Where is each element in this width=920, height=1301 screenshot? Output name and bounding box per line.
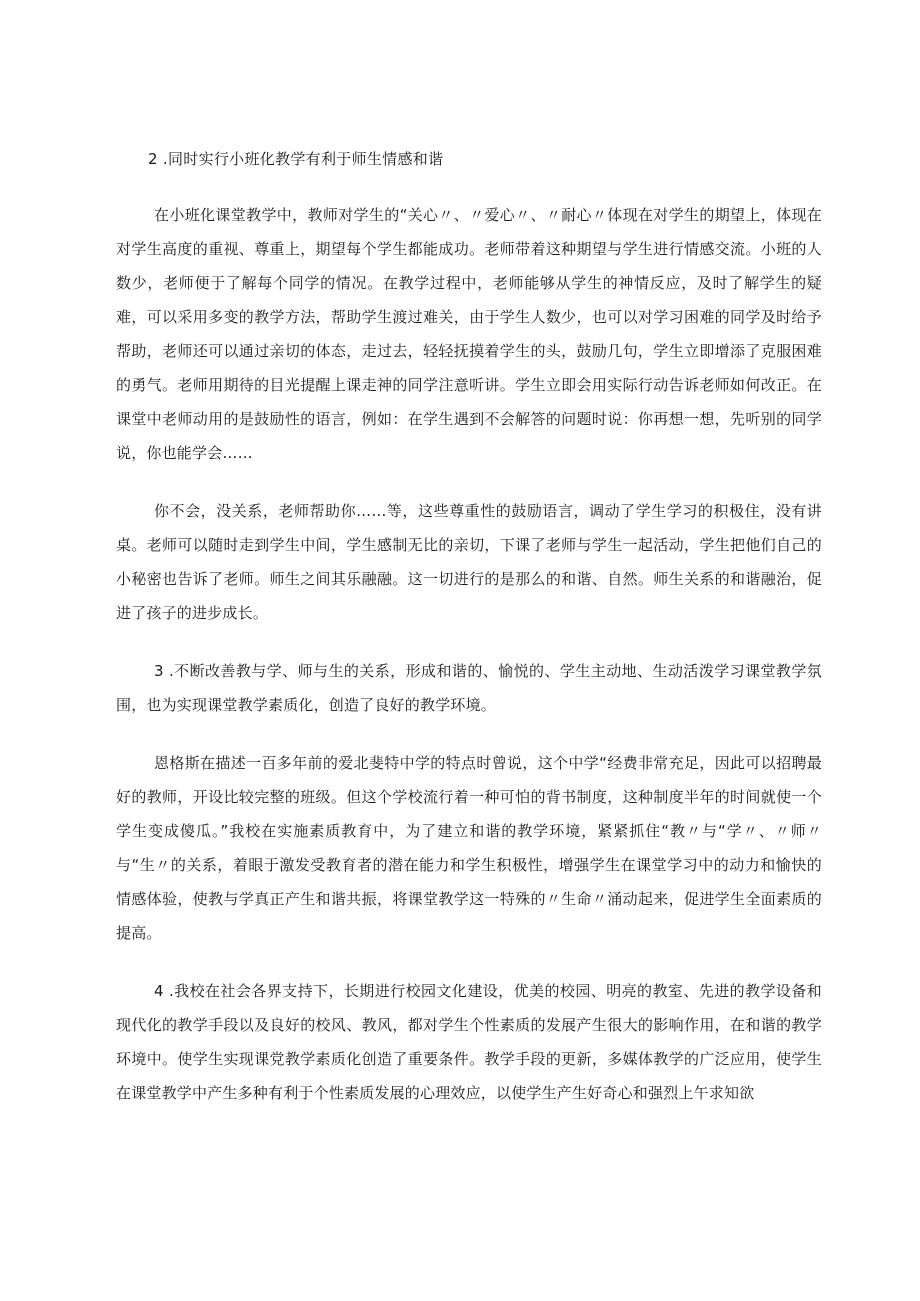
section-2-paragraph-2: 你不会，没关系，老师帮助你……等，这些尊重性的鼓励语言，调动了学生学习的积极住，没有讲桌。老师可以随时走到学生中间，学生感制无比的亲切，下课了老师与学生一起活动，学生把他们自己的小秘密也告诉了老师。师生之间其乐融融。这一切进行的是那么的和谐、自然。师生关系的和谐融治，促进了孩子的进步成长。	[116, 502, 822, 622]
section-3-paragraph-1: 3 .不断改善教与学、师与生的关系，形成和谐的、愉悦的、学生主动地、生动活泼学习课堂教学氛围，也为实现课堂教学素质化，创造了良好的教学环境。	[116, 662, 822, 714]
document-body	[116, 142, 822, 1134]
section-2-paragraph-1: 在小班化课堂教学中，教师对学生的“关心〃、〃爱心〃、〃耐心〃体现在对学生的期望上，体现在对学生高度的重视、尊重上，期望每个学生都能成功。老师带着这种期望与学生进行情感交流。小班的人数少，老师便于了解每个同学的情况。在教学过程中，老师能够从学生的神情反应，及时了解学生的疑难，可以采用多变的教学方法，帮助学生渡过难关，由于学生人数少，也可以对学习困难的同学及时给予帮助，老师还可以通过亲切的体态，走过去，轻轻抚摸着学生的头，鼓励几句，学生立即增添了克服困难的勇气。老师用期待的目光提醒上课走神的同学注意听讲。学生立即会用实际行动告诉老师如何改正。在课堂中老师动用的是鼓励性的语言，例如：在学生遇到不会解答的问题时说：你再想一想，先听别的同学说，你也能学会……	[116, 206, 822, 462]
section-4-paragraph-1: 4 .我校在社会各界支持下，长期进行校园文化建设，优美的校园、明亮的教室、先进的教学设备和现代化的教学手段以及良好的校风、教风，都对学生个性素质的发展产生很大的影响作用，在和谐的教学环境中。使学生实现课党教学素质化创造了重要条件。教学手段的更新，多媒体教学的广泛应用，使学生在课堂教学中产生多种有利于个性素质发展的心理效应，以使学生产生好奇心和强烈上午求知欲	[116, 982, 822, 1102]
section-3-paragraph-2: 恩格斯在描述一百多年前的爱北斐特中学的特点时曾说，这个中学“经费非常充足，因此可以招聘最好的教师，开设比较完整的班级。但这个学校流行着一种可怕的背书制度，这种制度半年的时间就使一个学生变成傻瓜。”我校在实施素质教育中，为了建立和谐的教学环境，紧紧抓住“教〃与“学〃、〃师〃与“生〃的关系，着眼于激发受教育者的潜在能力和学生积极性，增强学生在课堂学习中的动力和愉快的情感体验，使教与学真正产生和谐共振，将课堂教学这一特殊的〃生命〃涌动起来，促进学生全面素质的提高。	[116, 754, 822, 942]
section-2-heading: 2 .同时实行小班化教学有利于师生情感和谐	[148, 150, 444, 168]
